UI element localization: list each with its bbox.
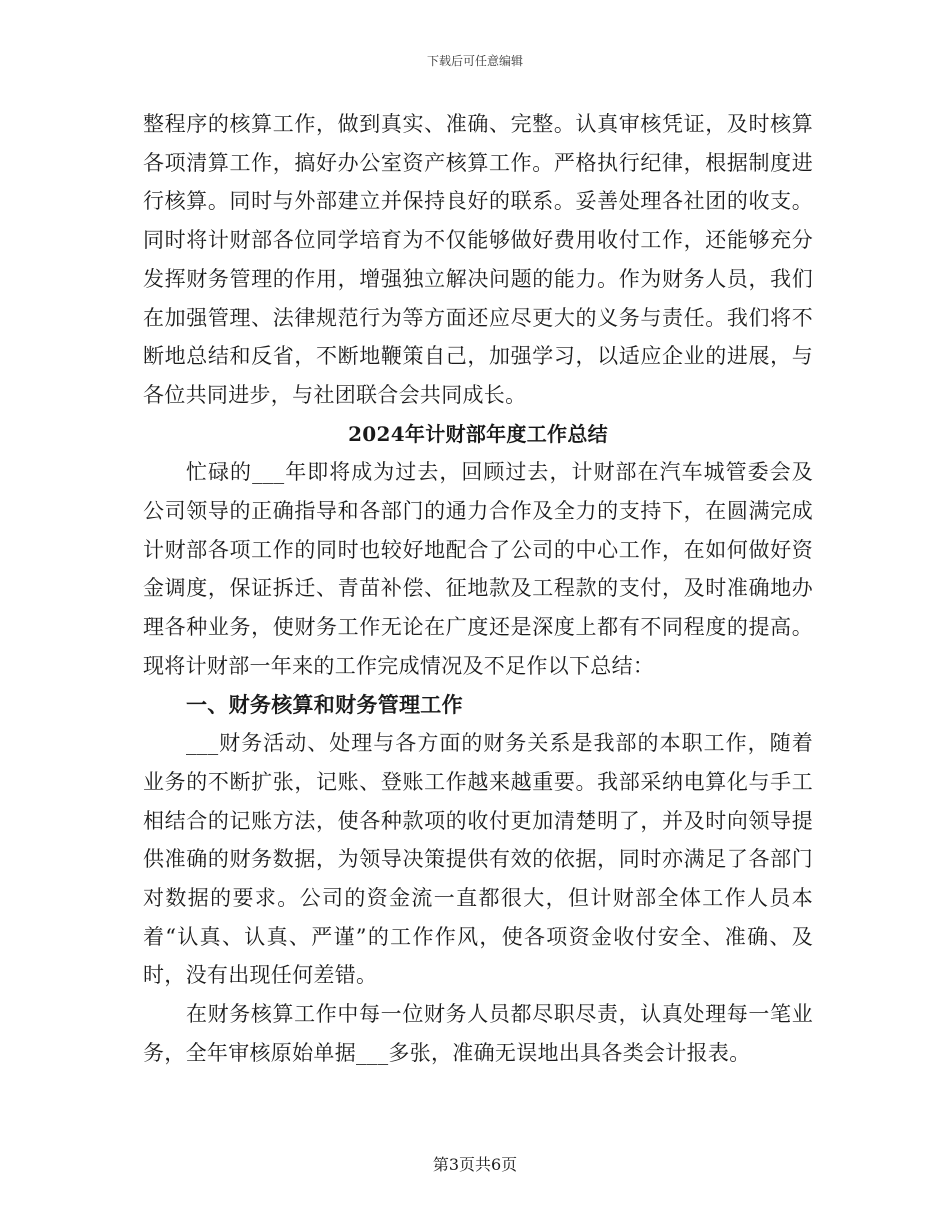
section-heading-1: 一、财务核算和财务管理工作 — [186, 691, 463, 717]
page-number: 第3页共6页 — [432, 1155, 518, 1174]
body-paragraph-2: ___财务活动、处理与各方面的财务关系是我部的本职工作，随着业务的不断扩张，记账、登账工作越来越重要。我部采纳电算化与手工相结合的记账方法，使各种款项的收付更加清楚明了，并及时向领导提供准确的财务数据，为领导决策提供有效的依据，同时亦满足了各部门对数据的要求。公司的资金流一直都很大，但计财部全体工作人员本着“认真、认真、严谨”的工作作风，使各项资金收付安全、准确、及时，没有出现任何差错。 — [143, 731, 813, 988]
intro-paragraph: 整程序的核算工作，做到真实、准确、完整。认真审核凭证，及时核算各项清算工作，搞好办公室资产核算工作。严格执行纪律，根据制度进行核算。同时与外部建立并保持良好的联系。妥善处理各社团的收支。同时将计财部各位同学培育为不仅能够做好费用收付工作，还能够充分发挥财务管理的作用，增强独立解决问题的能力。作为财务人员，我们在加强管理、法律规范行为等方面还应尽更大的义务与责任。我们将不断地总结和反省，不断地鞭策自己，加强学习，以适应企业的进展，与各位共同进步，与社团联合会共同成长。 — [143, 112, 813, 407]
body-paragraph-1: 忙碌的___年即将成为过去，回顾过去，计财部在汽车城管委会及公司领导的正确指导和各部门的通力合作及全力的支持下，在圆满完成计财部各项工作的同时也较好地配合了公司的中心工作，在如何做好资金调度，保证拆迁、青苗补偿、征地款及工程款的支付，及时准确地办理各种业务，使财务工作无论在广度还是深度上都有不同程度的提高。现将计财部一年来的工作完成情况及不足作以下总结： — [143, 460, 813, 678]
document-body — [143, 105, 813, 1073]
body-paragraph-3: 在财务核算工作中每一位财务人员都尽职尽责，认真处理每一笔业务，全年审核原始单据___多张，准确无误地出具各类会计报表。 — [143, 1002, 813, 1065]
page-header-note: 下载后可任意编辑 — [426, 54, 523, 68]
document-title: 2024年计财部年度工作总结 — [348, 421, 608, 446]
